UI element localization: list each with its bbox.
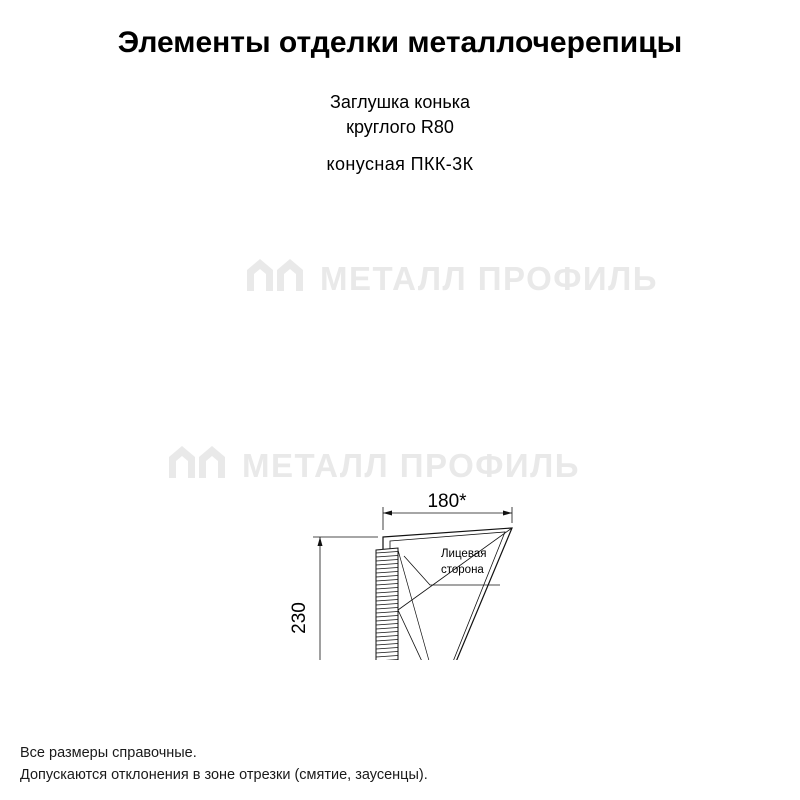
- watermark-text: МЕТАЛЛ ПРОФИЛЬ: [242, 447, 581, 484]
- product-code: конусная ПКК-3К: [326, 154, 474, 174]
- dimension-height-label: 230: [289, 602, 310, 634]
- face-side-label-line-1: Лицевая: [441, 548, 487, 560]
- footer-note-1: Все размеры справочные.: [20, 745, 197, 761]
- product-name-line-1: Заглушка конька: [330, 92, 470, 112]
- watermark-text: МЕТАЛЛ ПРОФИЛЬ: [320, 260, 659, 297]
- footer-note-2: Допускаются отклонения в зоне отрезки (смятие, заусенцы).: [20, 767, 428, 783]
- product-subtitle: [0, 90, 800, 177]
- technical-drawing: [0, 210, 800, 660]
- page-title: Элементы отделки металлочерепицы: [117, 26, 683, 59]
- face-side-label-line-2: сторона: [441, 564, 484, 576]
- dimension-width-label: 180*: [427, 491, 467, 512]
- footer-notes: [20, 742, 428, 786]
- product-name-line-2: круглого R80: [346, 117, 454, 137]
